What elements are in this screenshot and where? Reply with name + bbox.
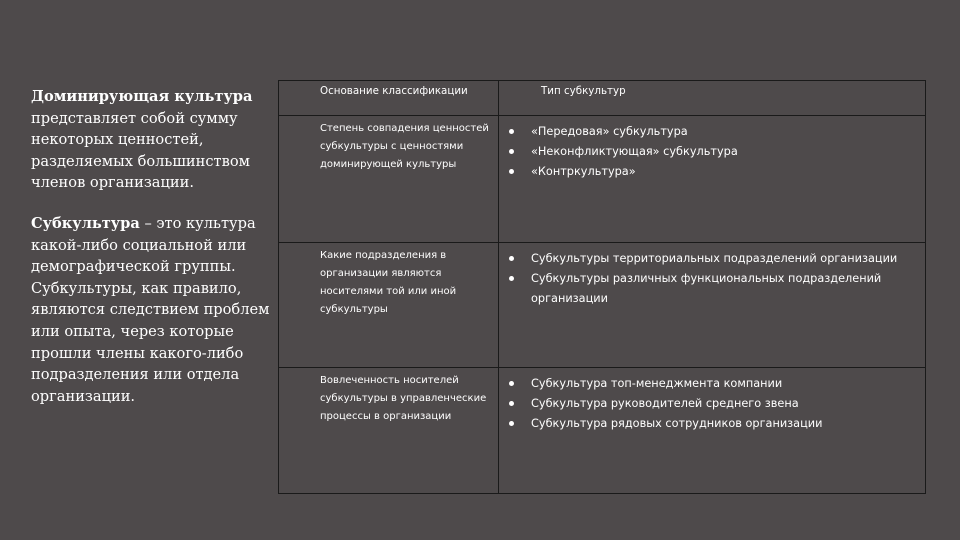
- list-item-text: Субкультуры территориальных подразделений организации: [531, 252, 898, 265]
- list-item-text: Субкультура рядовых сотрудников организации: [531, 417, 823, 430]
- types-list: [505, 249, 921, 309]
- bullet-icon: [509, 256, 514, 261]
- list-item-text: «Контркультура»: [531, 165, 636, 178]
- table-row: [279, 368, 926, 494]
- bullet-icon: [509, 129, 514, 134]
- list-item: [505, 162, 921, 182]
- list-item-text: Субкультуры различных функциональных подразделений организации: [531, 272, 882, 305]
- list-item-text: Субкультура топ-менеджмента компании: [531, 377, 783, 390]
- table-row: [279, 116, 926, 243]
- subculture-definition: – это культура какой-либо социальной или демографической группы. Субкультуры, как правило, являются следствием проблем или опыта, через которые прошли члены какого-либо подразделения или отдела организации.: [31, 214, 270, 405]
- bullet-icon: [509, 401, 514, 406]
- basis-cell: Какие подразделения в организации являются носителями той или иной субкультуры: [279, 243, 499, 368]
- types-list: [505, 122, 921, 182]
- table-header-row: [279, 81, 926, 116]
- header-classification-basis: Основание классификации: [279, 81, 499, 116]
- types-list: [505, 374, 921, 434]
- classification-table: [278, 80, 926, 494]
- subculture-term: Субкультура: [31, 214, 140, 232]
- types-cell: [499, 243, 926, 368]
- bullet-icon: [509, 169, 514, 174]
- types-cell: [499, 368, 926, 494]
- list-item-text: «Передовая» субкультура: [531, 125, 688, 138]
- bullet-icon: [509, 276, 514, 281]
- list-item-text: Субкультура руководителей среднего звена: [531, 397, 799, 410]
- list-item: [505, 374, 921, 394]
- list-item: [505, 394, 921, 414]
- bullet-icon: [509, 149, 514, 154]
- bullet-icon: [509, 421, 514, 426]
- table-row: [279, 243, 926, 368]
- dominant-culture-definition: представляет собой сумму некоторых ценностей, разделяемых большинством членов организации.: [31, 109, 250, 192]
- list-item: [505, 269, 921, 309]
- left-text-block: [31, 86, 271, 426]
- list-item: [505, 142, 921, 162]
- types-cell: [499, 116, 926, 243]
- basis-cell: Степень совпадения ценностей субкультуры с ценностями доминирующей культуры: [279, 116, 499, 243]
- list-item: [505, 122, 921, 142]
- bullet-icon: [509, 381, 514, 386]
- header-subculture-type: Тип субкультур: [499, 81, 926, 116]
- list-item-text: «Неконфликтующая» субкультура: [531, 145, 738, 158]
- dominant-culture-term: Доминирующая культура: [31, 88, 253, 105]
- subculture-paragraph: [31, 213, 271, 407]
- list-item: [505, 249, 921, 269]
- list-item: [505, 414, 921, 434]
- dominant-culture-paragraph: [31, 86, 271, 194]
- basis-cell: Вовлеченность носителей субкультуры в управленческие процессы в организации: [279, 368, 499, 494]
